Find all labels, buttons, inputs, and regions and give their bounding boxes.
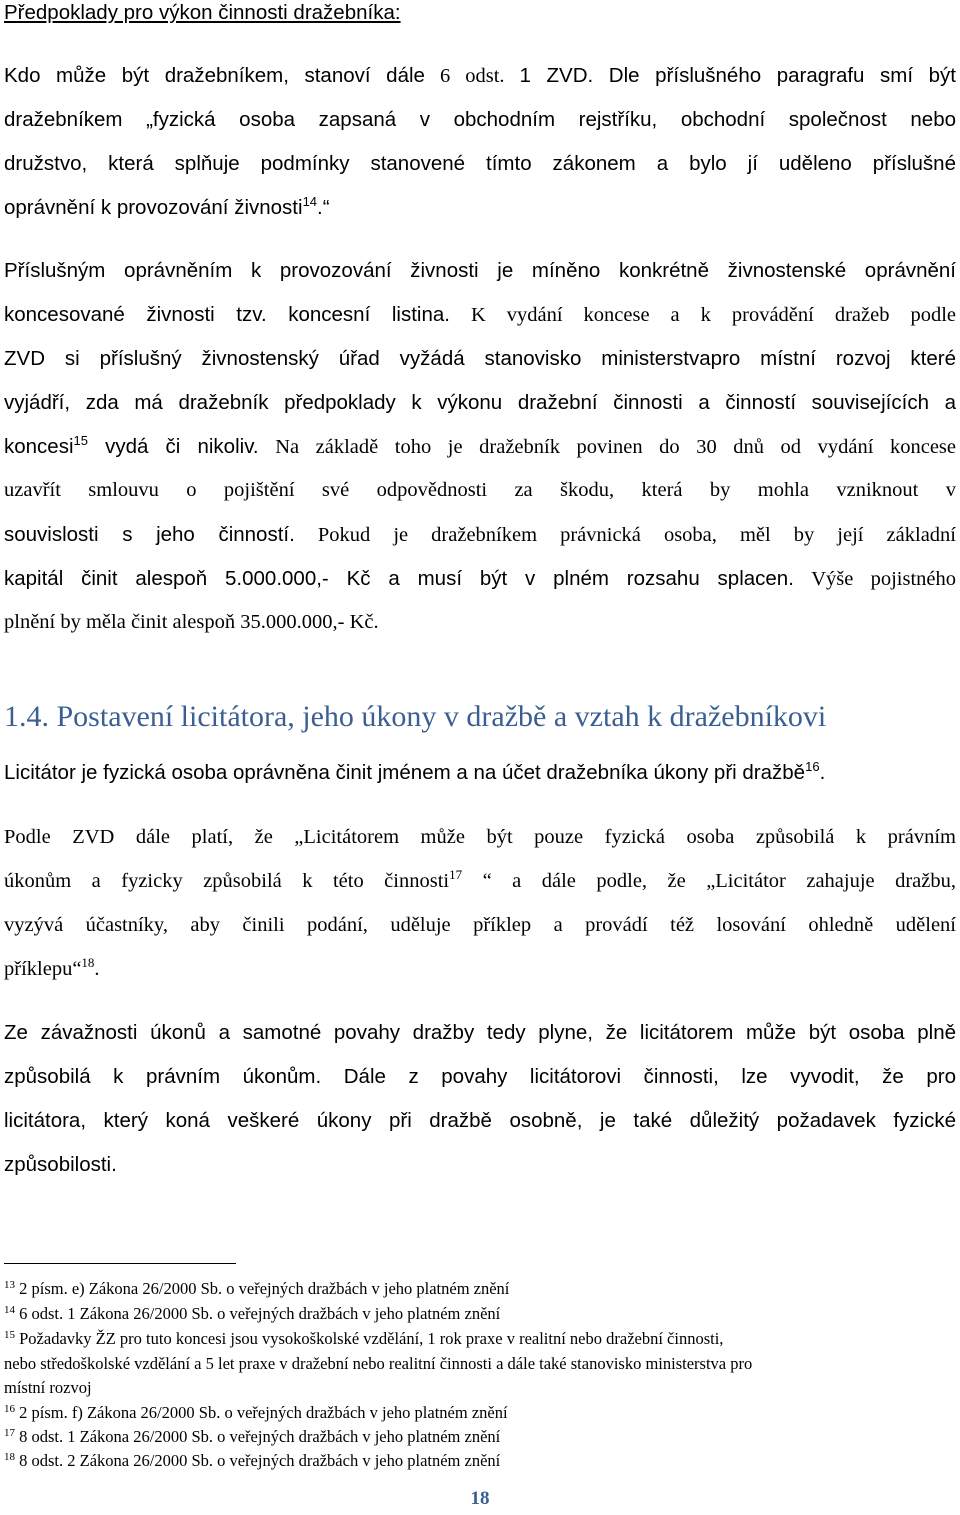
p5-line-1: Ze závažnosti úkonů a samotné povahy dražby tedy plyne, že licitátorem může být osoba plně (4, 1021, 956, 1044)
footnote-ref-16: 16 (805, 759, 820, 774)
p2-line-7-b: Pokud je dražebníkem právnická osoba, měl by její základní (317, 524, 956, 546)
p2-line-5 (4, 435, 956, 459)
p1-line-4 (4, 196, 956, 220)
footnote-number: 17 (4, 1427, 15, 1439)
footnote-ref-18: 18 (81, 955, 95, 970)
footnote-text: 6 odst. 1 Zákona 26/2000 Sb. o veřejných dražbách v jeho platném znění (15, 1304, 501, 1323)
p3-end: . (819, 761, 826, 784)
p2-line-5-rest: vydá či nikoliv. (87, 435, 259, 458)
footnote-item (4, 1451, 956, 1471)
p2-line-7-a: souvislosti s jeho činností. (4, 523, 295, 546)
p2-line-5-c: Na základě toho je dražebník povinen do 30 dnů od vydání koncese (275, 436, 956, 458)
p4-line-4-end: . (94, 958, 100, 980)
p4-line-2-a (4, 867, 463, 892)
p4-line-2-text: úkonům a fyzicky způsobilá k této činnosti (4, 870, 450, 892)
footnote-number: 15 (4, 1329, 15, 1341)
section-label (4, 1, 956, 25)
p2-line-8-b: Výše pojistného (811, 568, 956, 590)
section-label-text: Předpoklady pro výkon činnosti dražebníka: (4, 1, 401, 24)
page-number: 18 (470, 1488, 490, 1509)
p2-line-8 (4, 567, 956, 591)
footnote-item (4, 1304, 956, 1324)
p1-text-a: Kdo může být dražebníkem, stanoví dále (4, 64, 425, 87)
section-heading: 1.4. Postavení licitátora, jeho úkony v dražbě a vztah k dražebníkovi (4, 700, 827, 733)
p4-line-4-text: příklepu“ (4, 958, 82, 980)
p4-line-1: Podle ZVD dále platí, že „Licitátorem může být pouze fyzická osoba způsobilá k právním (4, 826, 956, 848)
p5-line-4: způsobilosti. (4, 1153, 117, 1176)
p2-line-4: vyjádří, zda má dražebník předpoklady k výkonu dražební činnosti a činností souvisejících a (4, 391, 956, 414)
p1-line-4-end: .“ (317, 196, 330, 219)
p1-line-3: družstvo, která splňuje podmínky stanovené tímto zákonem a bylo jí uděleno příslušné (4, 152, 956, 175)
p2-line-9: plnění by měla činit alespoň 35.000.000,- Kč. (4, 611, 379, 633)
footnote-text: 2 písm. e) Zákona 26/2000 Sb. o veřejných dražbách v jeho platném znění (15, 1279, 510, 1298)
footnote-ref-15: 15 (73, 433, 88, 448)
footnote-ref-17: 17 (449, 867, 463, 882)
p2-line-2-b: K vydání koncese a k provádění dražeb podle (470, 304, 956, 326)
footnote-text: 8 odst. 1 Zákona 26/2000 Sb. o veřejných dražbách v jeho platném znění (15, 1427, 501, 1446)
p1-text-c: 1 ZVD. Dle příslušného paragrafu smí být (519, 64, 956, 87)
p4-line-4 (4, 955, 956, 981)
footnote-item (4, 1329, 956, 1349)
p2-line-3: ZVD si příslušný živnostenský úřad vyžádá stanovisko ministerstvapro místní rozvoj které (4, 347, 956, 370)
p5-line-3: licitátora, který koná veškeré úkony při dražbě osobně, je také důležitý požadavek fyzické (4, 1109, 956, 1132)
p1-line-2: dražebníkem „fyzická osoba zapsaná v obchodním rejstříku, obchodní společnost nebo (4, 108, 956, 131)
p5-line-2: způsobilá k právním úkonům. Dále z povahy licitátorovi činnosti, lze vyvodit, že pro (4, 1065, 956, 1088)
p1-line-1 (4, 64, 956, 88)
footnote-text: 8 odst. 2 Zákona 26/2000 Sb. o veřejných dražbách v jeho platném znění (15, 1451, 501, 1470)
footnote-number: 16 (4, 1403, 15, 1415)
footnote-item (4, 1403, 956, 1423)
p2-line-8-a: kapitál činit alespoň 5.000.000,- Kč a musí být v plném rozsahu splacen. (4, 567, 794, 590)
p2-line-6: uzavřít smlouvu o pojištění své odpovědnosti za škodu, která by mohla vzniknout v (4, 479, 956, 501)
footnote-continuation: nebo středoškolské vzdělání a 5 let praxe v dražební nebo realitní činnosti a dále také stanovisko ministerstva pro (4, 1354, 753, 1373)
p2-line-2 (4, 303, 956, 327)
p4-line-2-b: “ a dále podle, že „Licitátor zahajuje dražbu, (482, 870, 957, 892)
footnote-text: 2 písm. f) Zákona 26/2000 Sb. o veřejných dražbách v jeho platném znění (15, 1403, 508, 1422)
p4-line-3: vyzývá účastníky, aby činili podání, uděluje příklep a provádí též losování ohledně udělení (4, 914, 956, 936)
p3-text: Licitátor je fyzická osoba oprávněna činit jménem a na účet dražebníka úkony při dražbě (4, 761, 806, 784)
footnote-number: 13 (4, 1279, 15, 1291)
p2-line-5-word: koncesi (4, 435, 74, 458)
p4-line-2 (4, 867, 957, 893)
footnote-text: Požadavky ŽZ pro tuto koncesi jsou vysokoškolské vzdělání, 1 rok praxe v realitní nebo dražební činnosti, (15, 1329, 724, 1348)
footnote-item (4, 1427, 956, 1447)
p2-line-1: Příslušným oprávněním k provozování živnosti je míněno konkrétně živnostenské oprávnění (4, 259, 956, 282)
paragraph-3 (4, 761, 956, 785)
footnote-ref-14: 14 (302, 194, 318, 209)
p2-line-2-a: koncesované živnosti tzv. koncesní listina. (4, 303, 450, 326)
p2-line-5-a (4, 435, 259, 458)
footnote-continuation: místní rozvoj (4, 1378, 92, 1397)
p1-text-b: 6 odst. (439, 65, 505, 87)
footnote-separator (4, 1263, 236, 1264)
p2-line-7 (4, 523, 956, 547)
footnote-number: 18 (4, 1451, 15, 1463)
footnote-item (4, 1279, 956, 1299)
footnote-number: 14 (4, 1304, 15, 1316)
p1-line-4-text: oprávnění k provozování živnosti (4, 196, 303, 219)
